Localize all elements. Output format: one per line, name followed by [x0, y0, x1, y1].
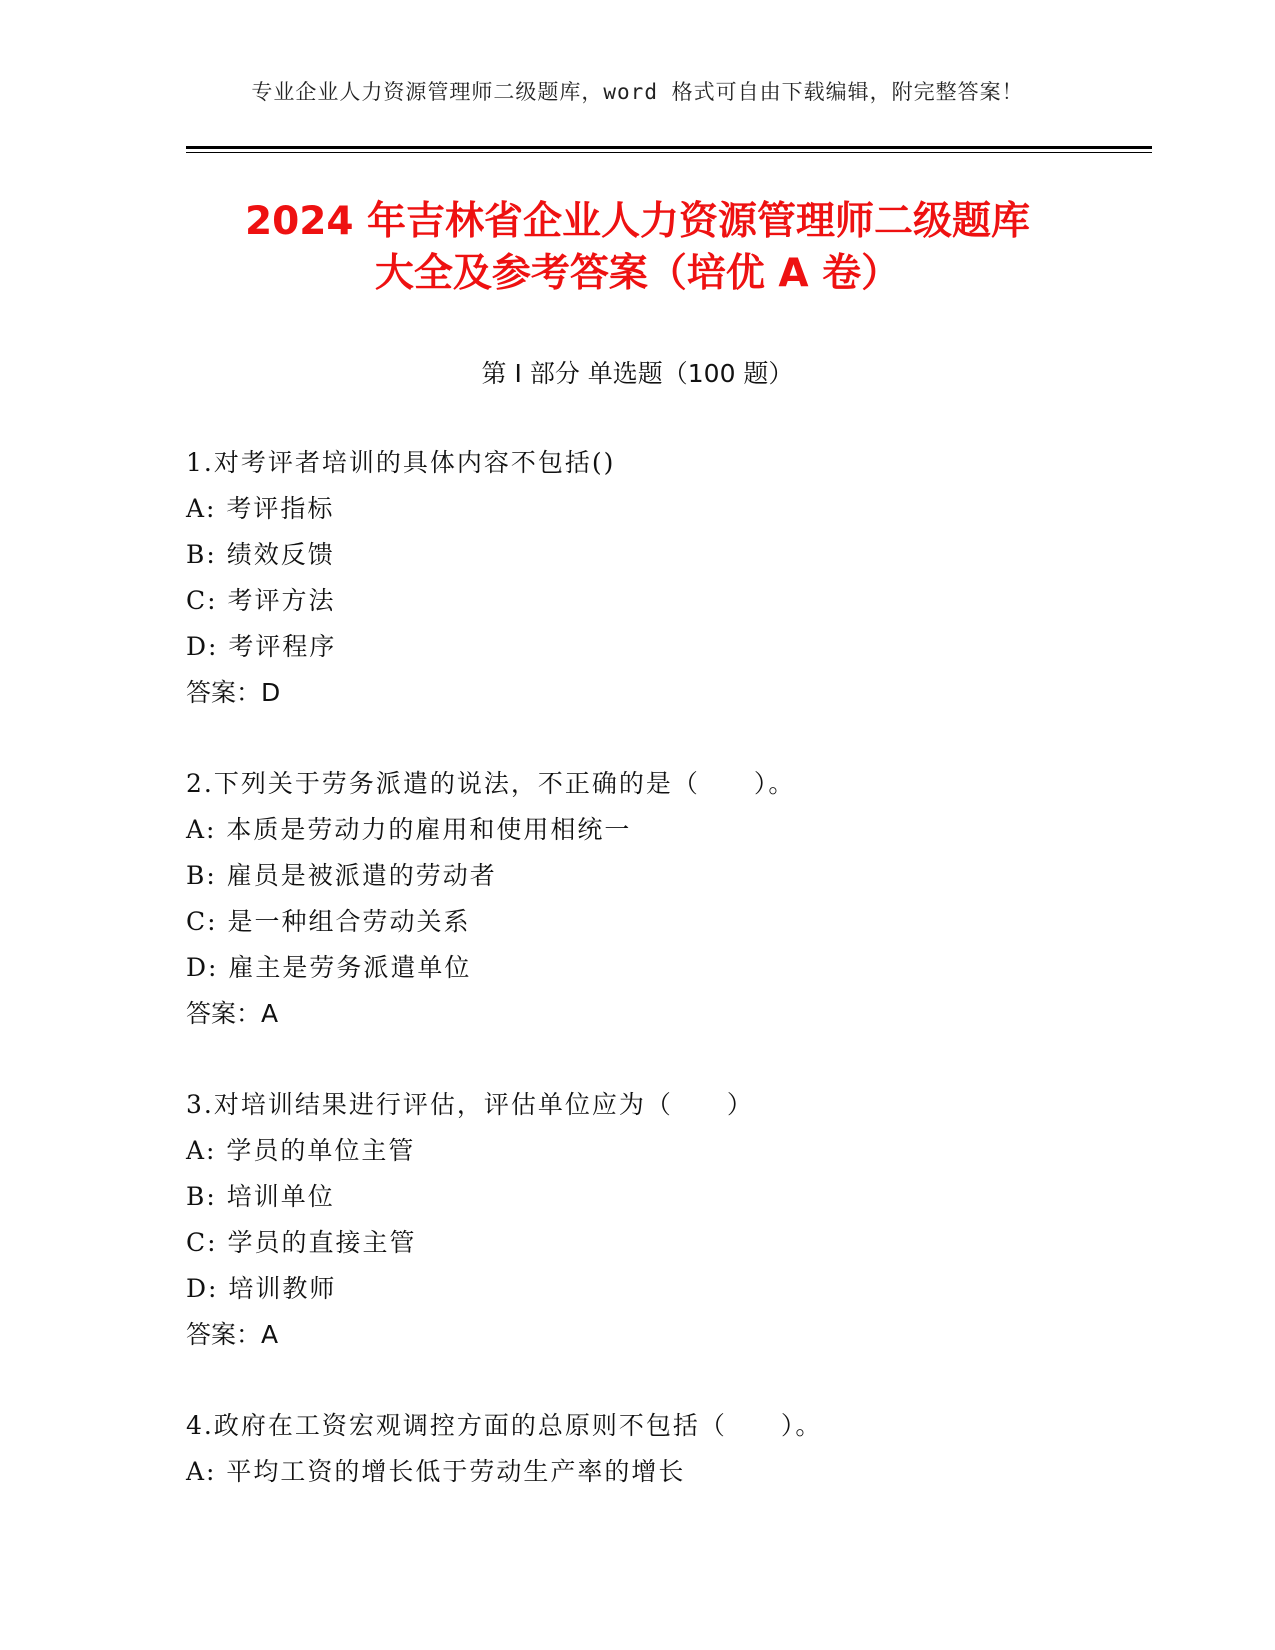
option-c: C: 考评方法	[186, 586, 336, 615]
header-divider-thin	[186, 152, 1152, 153]
question-3	[186, 1082, 1146, 1358]
page-header-note: 专业企业人力资源管理师二级题库，word 格式可自由下载编辑，附完整答案！	[251, 80, 1024, 104]
question-1	[186, 440, 1146, 716]
question-2	[186, 761, 1146, 1037]
option-d: D: 雇主是劳务派遣单位	[186, 953, 472, 982]
document-title-line-1: 2024 年吉林省企业人力资源管理师二级题库	[244, 199, 1031, 244]
section-heading: 第 I 部分 单选题（100 题）	[481, 359, 794, 388]
document-title-line-2: 大全及参考答案（培优 A 卷）	[374, 251, 901, 296]
question-stem: 1.对考评者培训的具体内容不包括()	[186, 448, 616, 477]
question-stem: 4.政府在工资宏观调控方面的总原则不包括（ ）。	[186, 1411, 823, 1440]
option-a: A: 本质是劳动力的雇用和使用相统一	[186, 815, 632, 844]
option-b: B: 雇员是被派遣的劳动者	[186, 861, 497, 890]
option-c: C: 学员的直接主管	[186, 1228, 417, 1257]
answer: 答案：A	[186, 1320, 279, 1349]
option-d: D: 培训教师	[186, 1274, 337, 1303]
option-a: A: 学员的单位主管	[186, 1136, 416, 1165]
option-a: A: 考评指标	[186, 494, 335, 523]
option-d: D: 考评程序	[186, 632, 337, 661]
answer: 答案：D	[186, 678, 281, 707]
question-stem: 2.下列关于劳务派遣的说法，不正确的是（ ）。	[186, 769, 796, 798]
question-list	[186, 440, 1146, 1540]
question-4	[186, 1403, 1146, 1495]
option-b: B: 绩效反馈	[186, 540, 335, 569]
document-title	[186, 196, 1089, 300]
question-stem: 3.对培训结果进行评估，评估单位应为（ ）	[186, 1090, 754, 1119]
option-a: A: 平均工资的增长低于劳动生产率的增长	[186, 1457, 686, 1486]
answer: 答案：A	[186, 999, 279, 1028]
option-c: C: 是一种组合劳动关系	[186, 907, 471, 936]
header-divider-thick	[186, 146, 1152, 149]
option-b: B: 培训单位	[186, 1182, 335, 1211]
